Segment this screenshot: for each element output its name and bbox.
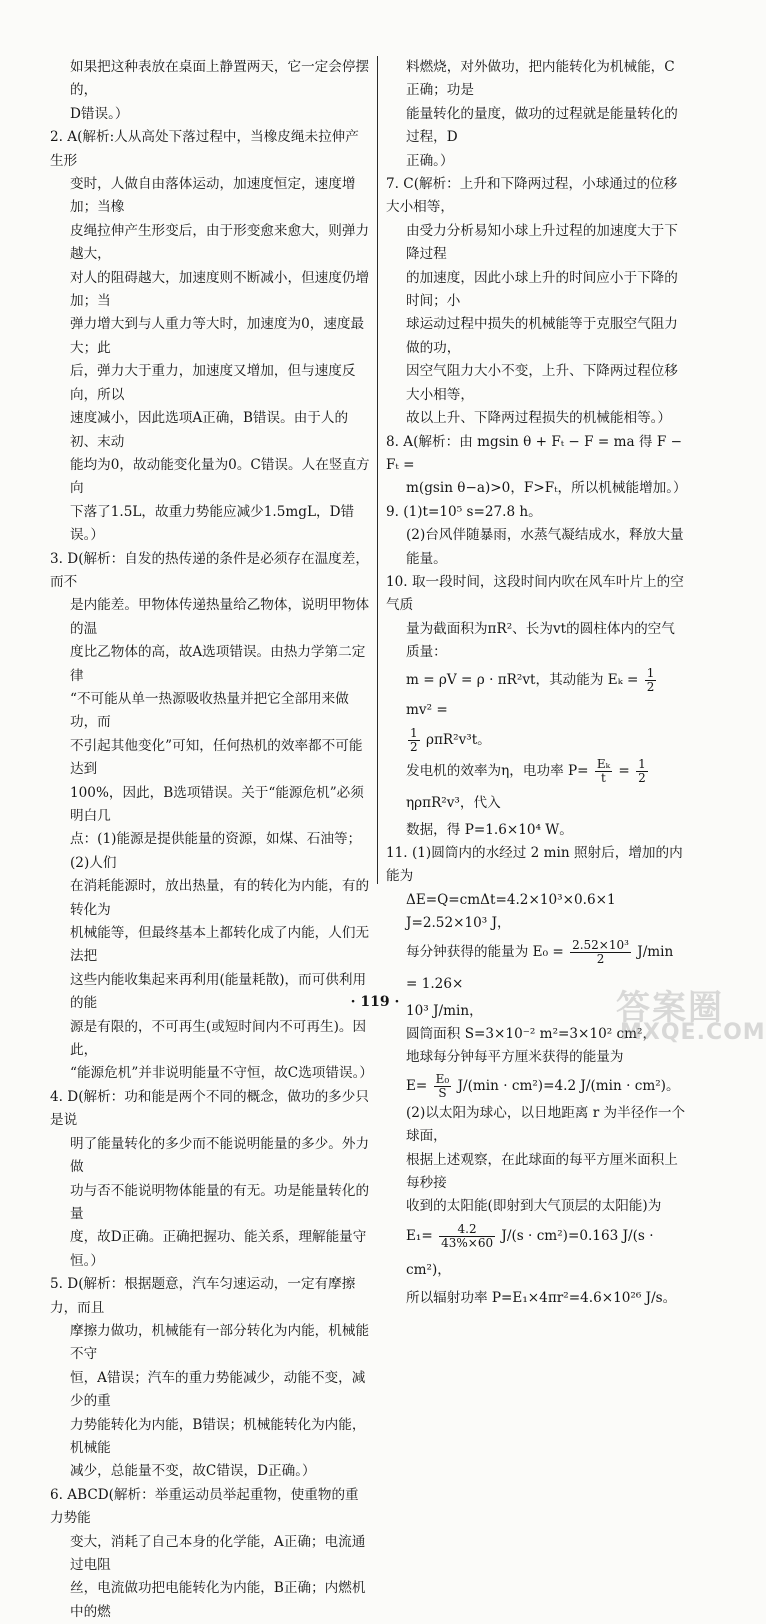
fraction xyxy=(570,939,631,966)
answer-11 xyxy=(386,842,686,1310)
fraction xyxy=(595,758,612,785)
text-line: 根据上述观察，在此球面的每平方厘米面积上每秒接 xyxy=(406,1151,678,1192)
fraction xyxy=(645,667,657,694)
fraction xyxy=(408,727,420,754)
answer-6-continued xyxy=(386,56,686,173)
fraction xyxy=(636,758,648,785)
answer-4 xyxy=(50,1086,372,1273)
text-line: 故以上升、下降两过程损失的机械能相等。） xyxy=(406,410,672,427)
left-column xyxy=(50,56,372,1624)
text-line: 弹力增大到与人重力等大时，加速度为0，速度最大；此 xyxy=(70,316,365,356)
answer-10 xyxy=(386,571,686,842)
text-line: “能源危机”并非说明能量不守恒，故C选项错误。） xyxy=(70,1065,373,1082)
formula-line xyxy=(386,1070,686,1102)
answer-8 xyxy=(386,431,686,501)
text-line: 10. 取一段时间，这段时间内吹在风车叶片上的空气质 xyxy=(386,573,684,614)
fraction xyxy=(439,1223,495,1250)
formula-text: m = ρV = ρ · πR²vt，其动能为 Eₖ = xyxy=(406,671,639,688)
answer-5 xyxy=(50,1273,372,1484)
text-line: 球运动过程中损失的机械能等于克服空气阻力做的功， xyxy=(406,316,678,356)
text-line: 变大，消耗了自己本身的化学能，A正确；电流通过电阻 xyxy=(70,1533,366,1573)
text-line: D错误。） xyxy=(70,105,129,122)
formula-line xyxy=(386,1219,686,1287)
page-number: · 119 · xyxy=(350,994,400,1010)
text-line: 恒，A错误；汽车的重力势能减少，动能不变，减少的重 xyxy=(70,1369,366,1410)
text-line: 料燃烧，对外做功，把内能转化为机械能，C正确；功是 xyxy=(406,59,675,99)
text-line: 减少，总能量不变，故C错误，D正确。） xyxy=(70,1463,316,1480)
fraction-denominator: 2 xyxy=(596,951,605,966)
fraction-numerator: 2.52×10³ xyxy=(572,937,629,952)
formula-text: mv² = xyxy=(406,701,448,718)
text-line: 所以辐射功率 P=E₁×4πr²=4.6×10²⁶ J/s。 xyxy=(406,1289,677,1306)
formula-text: J/(min · cm²)=4.2 J/(min · cm²)。 xyxy=(457,1077,680,1094)
text-line: 是内能差。甲物体传递热量给乙物体，说明甲物体的温 xyxy=(70,597,370,637)
text-line: 4. D(解析：功和能是两个不同的概念，做功的多少只是说 xyxy=(50,1088,369,1129)
fraction-numerator: 1 xyxy=(638,756,646,771)
fraction-denominator: t xyxy=(601,770,606,785)
text-line: 的加速度，因此小球上升的时间应小于下降的时间；小 xyxy=(406,269,678,310)
answer-9 xyxy=(386,501,686,571)
text-line: (2)台风伴随暴雨，水蒸气凝结成水，释放大量能量。 xyxy=(406,527,684,567)
watermark-url-text: MXQE.COM xyxy=(620,1020,766,1045)
answer-2 xyxy=(50,126,372,547)
fraction-denominator: S xyxy=(438,1085,447,1100)
text-line: 皮绳拉伸产生形变后，由于形变愈来愈大，则弹力越大， xyxy=(70,222,370,263)
fraction-denominator: 2 xyxy=(638,770,646,785)
text-line: 10³ J/min， xyxy=(406,1002,483,1019)
text-line: 地球每分钟每平方厘米获得的能量为 xyxy=(406,1049,624,1066)
fraction-numerator: Eₖ xyxy=(596,756,611,771)
text-line: 这些内能收集起来再利用(能量耗散)，而可供利用的能 xyxy=(70,971,367,1012)
text-line: m(gsin θ−a)>0，F>Fₜ，所以机械能增加。） xyxy=(406,480,687,497)
fraction-denominator: 2 xyxy=(410,739,418,754)
text-line: 摩擦力做功，机械能有一部分转化为内能，机械能不守 xyxy=(70,1322,370,1363)
text-line: 圆筒面积 S=3×10⁻² m²=3×10² cm²， xyxy=(406,1026,657,1042)
text-line: 2. A(解析:人从高处下落过程中，当橡皮绳未拉伸产生形 xyxy=(50,129,359,169)
formula-text: = xyxy=(618,762,630,779)
formula-text: 每分钟获得的能量为 E₀ = xyxy=(406,943,564,960)
text-line: 正确。） xyxy=(406,152,454,169)
text-line: 由受力分析易知小球上升过程的加速度大于下降过程 xyxy=(406,222,678,263)
text-line: 变时，人做自由落体运动，加速度恒定，速度增加；当橡 xyxy=(70,176,356,216)
formula-text: 发电机的效率为η，电功率 P= xyxy=(406,762,589,779)
text-line: 在消耗能源时，放出热量，有的转化为内能，有的转化为 xyxy=(70,878,370,918)
text-line: 源是有限的，不可再生(或短时间内不可再生)。因此， xyxy=(70,1018,367,1059)
answer-6 xyxy=(50,1484,372,1624)
text-line: 11. (1)圆筒内的水经过 2 min 照射后，增加的内能为 xyxy=(386,844,683,885)
text-line: ΔE=Q=cmΔt=4.2×10³×0.6×1 J=2.52×10³ J， xyxy=(406,891,616,932)
formula-line xyxy=(386,725,686,755)
text-line: 3. D(解析：自发的热传递的条件是必须存在温度差，而不 xyxy=(50,550,369,590)
text-line: 明了能量转化的多少而不能说明能量的多少。外力做 xyxy=(70,1135,370,1176)
text-line: 如果把这种表放在桌面上静置两天，它一定会停摆的， xyxy=(70,59,370,99)
text-line: 点：(1)能源是提供能量的资源，如煤、石油等；(2)人们 xyxy=(70,831,362,871)
formula-text: J/(s · cm²)=0.163 J/(s · cm²)， xyxy=(406,1227,654,1278)
fraction-denominator: 43%×60 xyxy=(441,1235,494,1250)
text-line: 因空气阻力大小不变，上升、下降两过程位移大小相等， xyxy=(406,363,678,403)
column-divider xyxy=(377,56,378,884)
text-line: 下落了1.5L，故重力势能应减少1.5mgL，D错误。） xyxy=(70,503,355,544)
text-line: 能量转化的量度，做功的过程就是能量转化的过程，D xyxy=(406,105,678,146)
text-line: 丝，电流做功把电能转化为内能，B正确；内燃机中的燃 xyxy=(70,1580,366,1620)
text-line: 6. ABCD(解析：举重运动员举起重物，使重物的重力势能 xyxy=(50,1486,359,1527)
formula-text: E₁= xyxy=(406,1227,433,1244)
answer-7 xyxy=(386,173,686,430)
watermark-top-text: 答案圈 xyxy=(616,988,724,1028)
text-line: 后，弹力大于重力，加速度又增加，但与速度反向，所以 xyxy=(70,363,356,403)
text-line: 7. C(解析：上升和下降两过程，小球通过的位移大小相等， xyxy=(386,176,678,216)
text-line: (2)以太阳为球心，以日地距离 r 为半径作一个球面， xyxy=(406,1104,686,1145)
text-line: 9. (1)t=10⁵ s=27.8 h。 xyxy=(386,503,542,520)
text-line: 5. D(解析：根据题意，汽车匀速运动，一定有摩擦力，而且 xyxy=(50,1276,356,1316)
fraction-numerator: E₀ xyxy=(435,1071,450,1086)
text-line: 度比乙物体的高，故A选项错误。由热力学第二定律 xyxy=(70,644,366,684)
text-line: 8. A(解析：由 mgsin θ + Fₜ − F = ma 得 F − Fₜ = xyxy=(386,433,682,473)
right-column xyxy=(386,56,686,1310)
formula-text: E= xyxy=(406,1077,428,1094)
fraction xyxy=(434,1073,452,1100)
text-line: 量为截面积为πR²、长为vt的圆柱体内的空气质量： xyxy=(406,620,675,661)
text-line: 不引起其他变化”可知，任何热机的效率都不可能达到 xyxy=(70,737,363,778)
formula-line xyxy=(386,755,686,819)
text-line: 对人的阻碍越大，加速度则不断减小，但速度仍增加；当 xyxy=(70,269,370,310)
watermark-logo xyxy=(610,980,766,1046)
text-line: 功与否不能说明物体能量的有无。功是能量转化的量 xyxy=(70,1182,370,1222)
text-line: 机械能等，但最终基本上都转化成了内能，人们无法把 xyxy=(70,925,370,965)
text-line: 速度减小，因此选项A正确，B错误。由于人的初、末动 xyxy=(70,410,349,450)
formula-text: ρπR²v³t。 xyxy=(425,731,491,748)
fraction-denominator: 2 xyxy=(646,679,655,694)
formula-text: ηρπR²v³，代入 xyxy=(406,794,501,811)
formula-line xyxy=(386,665,686,725)
fraction-numerator: 4.2 xyxy=(439,1223,495,1237)
fraction-numerator: 1 xyxy=(646,665,655,680)
text-line: 收到的太阳能(即射到大气顶层的太阳能)为 xyxy=(406,1198,662,1215)
text-line: 力势能转化为内能，B错误；机械能转化为内能，机械能 xyxy=(70,1416,366,1456)
formula-text: J/min = 1.26× xyxy=(406,943,674,992)
text-line: 数据，得 P=1.6×10⁴ W。 xyxy=(406,821,573,838)
text-line: 100%，因此，B选项错误。关于“能源危机”必须明白几 xyxy=(70,784,364,824)
text-line: 能均为0，故动能变化量为0。C错误。人在竖直方向 xyxy=(70,456,370,497)
fraction-numerator: 1 xyxy=(410,725,418,740)
text-line: “不可能从单一热源吸收热量并把它全部用来做功，而 xyxy=(70,690,349,731)
text-line: 度，故D正确。正确把握功、能关系，理解能量守恒。） xyxy=(70,1229,367,1269)
